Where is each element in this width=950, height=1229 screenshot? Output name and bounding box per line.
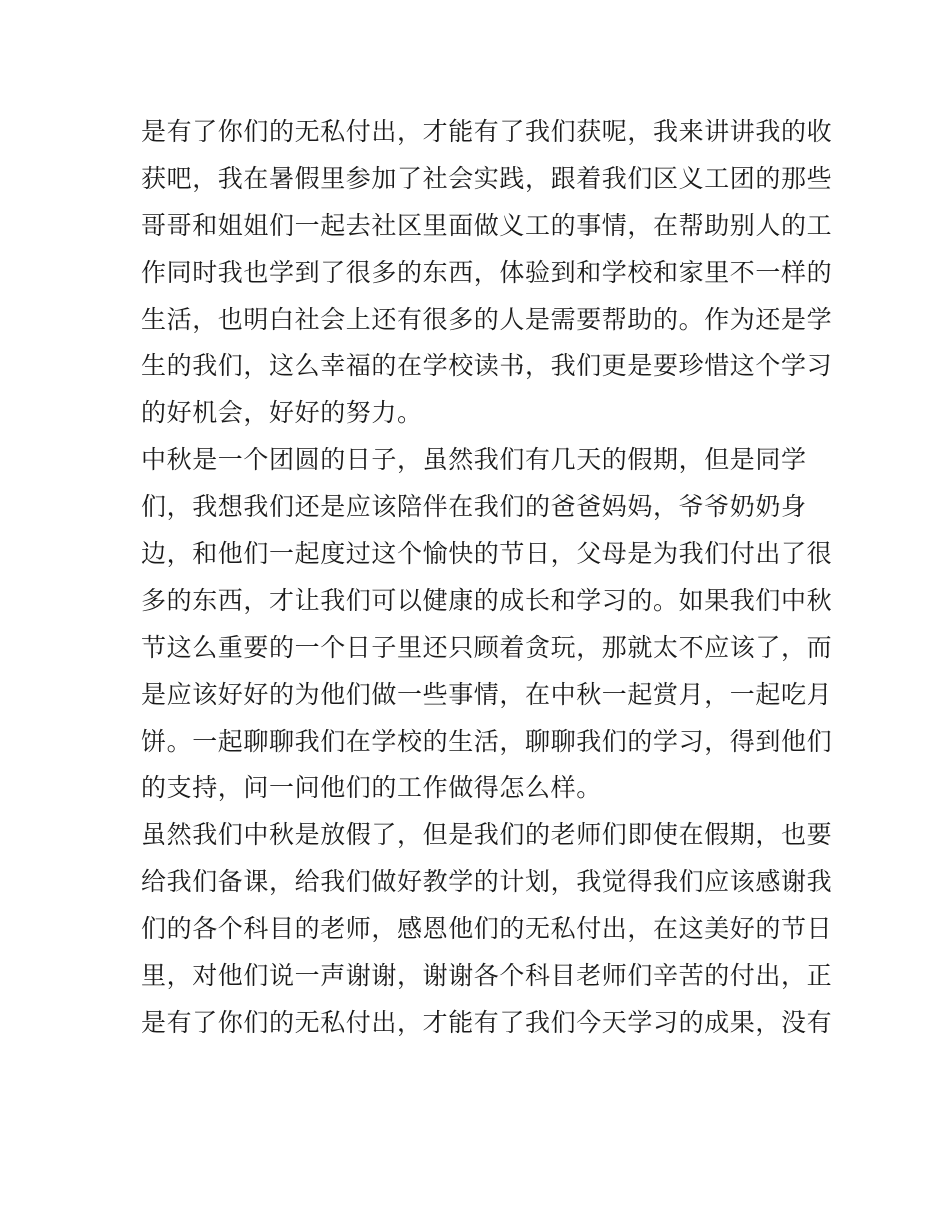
text-line: 们，我想我们还是应该陪伴在我们的爸爸妈妈，爷爷奶奶身: [141, 492, 807, 522]
text-line: 饼。一起聊聊我们在学校的生活，聊聊我们的学习，得到他们: [141, 726, 833, 756]
text-line: 的支持，问一问他们的工作做得怎么样。: [141, 773, 602, 803]
text-line: 多的东西，才让我们可以健康的成长和学习的。如果我们中秋: [141, 585, 833, 615]
text-line: 作同时我也学到了很多的东西，体验到和学校和家里不一样的: [141, 257, 833, 287]
text-line: 给我们备课，给我们做好教学的计划，我觉得我们应该感谢我: [141, 867, 833, 897]
text-line: 哥哥和姐姐们一起去社区里面做义工的事情，在帮助别人的工: [141, 210, 833, 240]
text-line: 中秋是一个团圆的日子，虽然我们有几天的假期，但是同学: [141, 445, 807, 475]
text-line: 是有了你们的无私付出，才能有了我们获呢，我来讲讲我的收: [141, 117, 833, 146]
text-line: 里，对他们说一声谢谢，谢谢各个科目老师们辛苦的付出，正: [141, 961, 833, 991]
text-line: 生的我们，这么幸福的在学校读书，我们更是要珍惜这个学习: [141, 351, 833, 381]
body-text: [141, 109, 831, 1047]
text-line: 的好机会，好好的努力。: [141, 398, 423, 428]
text-line: 边，和他们一起度过这个愉快的节日，父母是为我们付出了很: [141, 539, 833, 569]
text-line: 是应该好好的为他们做一些事情，在中秋一起赏月，一起吃月: [141, 679, 833, 709]
text-line: 生活，也明白社会上还有很多的人是需要帮助的。作为还是学: [141, 304, 833, 334]
text-line: 获吧，我在暑假里参加了社会实践，跟着我们区义工团的那些: [141, 163, 833, 193]
text-line: 虽然我们中秋是放假了，但是我们的老师们即使在假期，也要: [141, 820, 833, 850]
text-line: 是有了你们的无私付出，才能有了我们今天学习的成果，没有: [141, 1007, 833, 1037]
text-line: 们的各个科目的老师，感恩他们的无私付出，在这美好的节日: [141, 914, 833, 944]
text-line: 节这么重要的一个日子里还只顾着贪玩，那就太不应该了，而: [141, 632, 833, 662]
